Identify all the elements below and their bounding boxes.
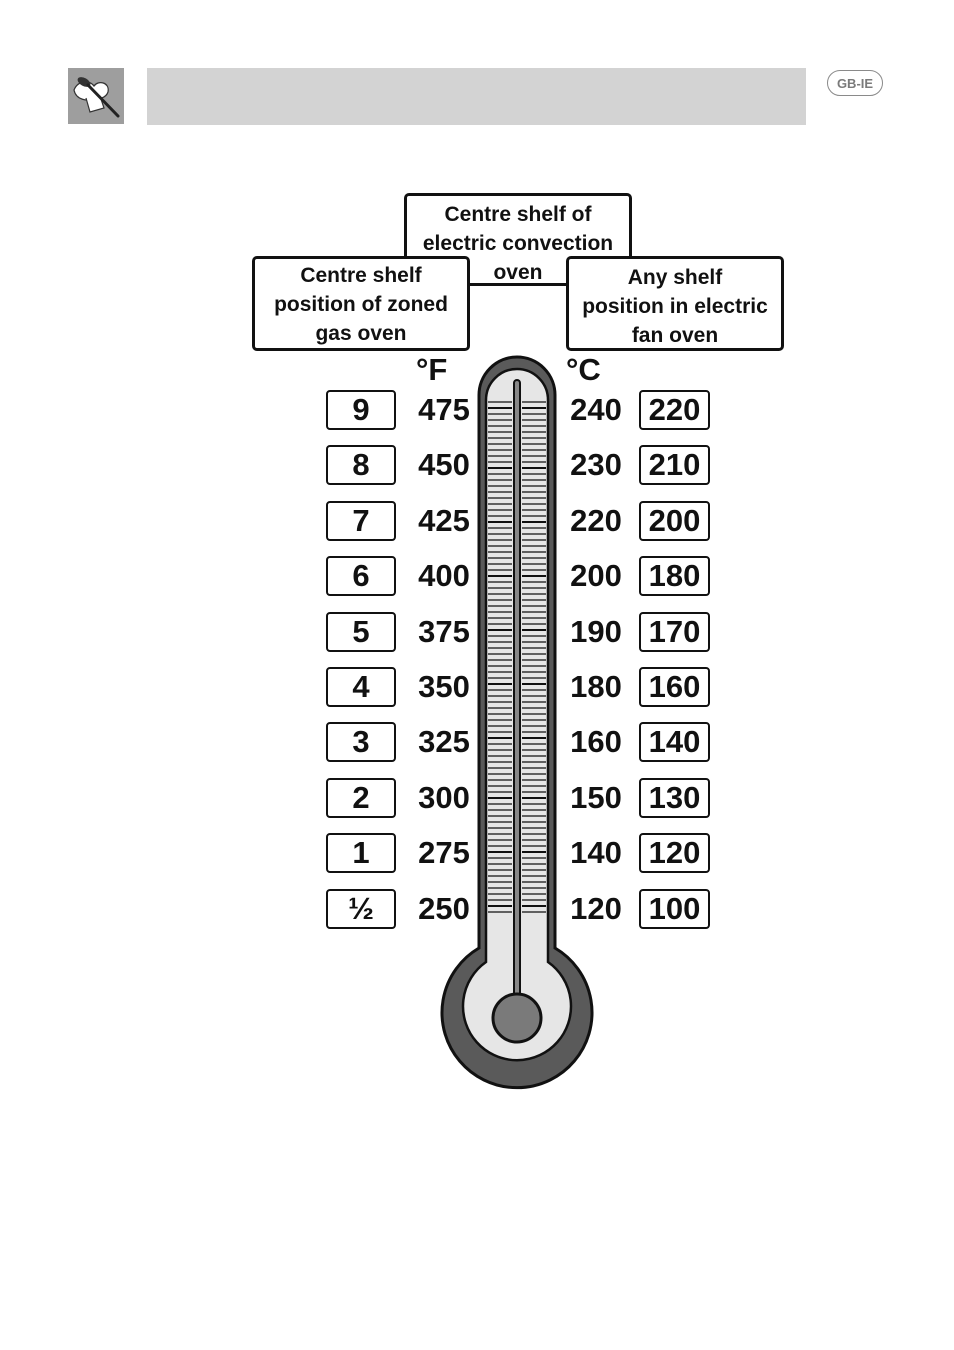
thermometer-bulb <box>493 994 541 1042</box>
fan-oven-value-box: 100 <box>639 889 710 929</box>
fan-oven-value-box: 200 <box>639 501 710 541</box>
fan-oven-value-box: 180 <box>639 556 710 596</box>
fahrenheit-value: 300 <box>418 780 470 815</box>
gas-mark-box: 8 <box>326 445 396 485</box>
celsius-value: 220 <box>570 503 622 538</box>
gas-mark-box: 4 <box>326 667 396 707</box>
gas-mark-box: 6 <box>326 556 396 596</box>
celsius-value: 140 <box>570 835 622 870</box>
capillary-tube <box>514 380 520 1000</box>
fan-oven-value-box: 120 <box>639 833 710 873</box>
celsius-value: 200 <box>570 558 622 593</box>
celsius-value: 120 <box>570 891 622 926</box>
fan-oven-value-box: 140 <box>639 722 710 762</box>
celsius-value: 240 <box>570 392 622 427</box>
fahrenheit-value: 275 <box>418 835 470 870</box>
celsius-value: 230 <box>570 447 622 482</box>
fahrenheit-value: 375 <box>418 614 470 649</box>
celsius-value: 160 <box>570 724 622 759</box>
language-badge: GB-IE <box>827 70 883 96</box>
fahrenheit-value: 250 <box>418 891 470 926</box>
label-convection-oven: Centre shelf of electric convection oven <box>404 193 632 286</box>
gas-mark-box: 2 <box>326 778 396 818</box>
gas-mark-box: 3 <box>326 722 396 762</box>
fahrenheit-value: 400 <box>418 558 470 593</box>
label-electric-fan-oven: Any shelf position in electric fan oven <box>566 256 784 351</box>
fan-oven-value-box: 210 <box>639 445 710 485</box>
fahrenheit-value: 350 <box>418 669 470 704</box>
gas-mark-box: 7 <box>326 501 396 541</box>
gas-mark-box: ½ <box>326 889 396 929</box>
fan-oven-value-box: 220 <box>639 390 710 430</box>
fahrenheit-value: 325 <box>418 724 470 759</box>
gas-mark-box: 9 <box>326 390 396 430</box>
fan-oven-value-box: 160 <box>639 667 710 707</box>
fan-oven-value-box: 170 <box>639 612 710 652</box>
fahrenheit-unit: °F <box>416 352 448 387</box>
fahrenheit-value: 450 <box>418 447 470 482</box>
fahrenheit-value: 475 <box>418 392 470 427</box>
celsius-value: 150 <box>570 780 622 815</box>
fan-oven-value-box: 130 <box>639 778 710 818</box>
gas-mark-box: 1 <box>326 833 396 873</box>
gas-mark-box: 5 <box>326 612 396 652</box>
celsius-value: 190 <box>570 614 622 649</box>
label-zoned-gas-oven: Centre shelf position of zoned gas oven <box>252 256 470 351</box>
celsius-unit: °C <box>566 352 601 387</box>
celsius-value: 180 <box>570 669 622 704</box>
fahrenheit-value: 425 <box>418 503 470 538</box>
